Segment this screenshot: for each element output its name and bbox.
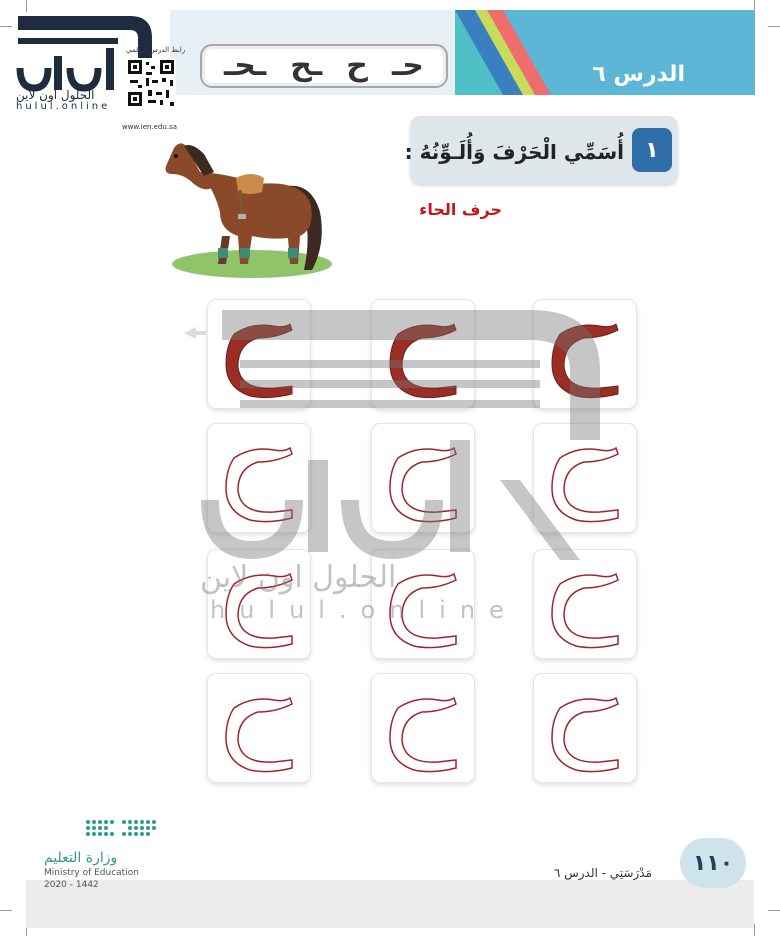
section-number: ١ — [632, 128, 672, 172]
tracing-cell[interactable] — [208, 424, 310, 532]
horse-illustration — [160, 132, 340, 282]
qr-caption: رابط الدرس الرقمي — [126, 46, 186, 54]
ministry-name-arabic: وزارة التعليم — [44, 850, 118, 866]
letter-ha-glyph — [372, 674, 474, 782]
letter-form: حـ — [392, 48, 424, 83]
letter-ha-glyph — [534, 300, 636, 408]
letter-ha-glyph — [372, 424, 474, 532]
crop-mark — [754, 924, 755, 936]
lesson-banner — [455, 10, 755, 95]
instruction-text: أُسَمِّي الْحَرْفَ وَأُلَـوِّنُهُ : — [404, 140, 624, 164]
watermark-latin: hulul.online — [210, 596, 518, 624]
tracing-cell-filled[interactable] — [372, 300, 474, 408]
letter-ha-glyph — [208, 674, 310, 782]
tracing-cell-filled[interactable] — [208, 300, 310, 408]
tracing-cell[interactable] — [534, 424, 636, 532]
tracing-cell[interactable] — [208, 674, 310, 782]
page-number: ١١٠ — [680, 838, 746, 888]
crop-mark — [0, 910, 12, 911]
letter-ha-glyph — [208, 300, 310, 408]
answer-text: حرف الحاء — [419, 200, 502, 219]
brand-latin: hulul.online — [16, 101, 111, 112]
tracing-cell[interactable] — [534, 550, 636, 658]
letter-form: ح — [346, 48, 368, 83]
crop-mark — [768, 26, 780, 27]
qr-code[interactable] — [126, 58, 176, 108]
ministry-year: 2020 - 1442 — [44, 880, 99, 890]
letter-ha-glyph — [534, 424, 636, 532]
letter-ha-glyph — [208, 424, 310, 532]
letter-forms-box — [200, 44, 448, 88]
footer-band — [26, 880, 754, 928]
tracing-cell[interactable] — [372, 424, 474, 532]
tracing-cell-filled[interactable] — [534, 300, 636, 408]
letter-form: ـح — [290, 48, 323, 83]
letter-ha-glyph — [372, 300, 474, 408]
qr-url[interactable]: www.ien.edu.sa — [122, 123, 178, 131]
watermark-arabic: الحلول اون لاين — [200, 560, 397, 595]
tracing-cell[interactable] — [534, 674, 636, 782]
pointer-arrow-icon — [184, 327, 206, 339]
letter-ha-glyph — [534, 550, 636, 658]
tracing-grid — [208, 300, 638, 780]
lesson-title: الدرس ٦ — [592, 62, 685, 87]
crop-mark — [768, 910, 780, 911]
ministry-name-english: Ministry of Education — [44, 868, 139, 878]
tracing-cell[interactable] — [372, 674, 474, 782]
letter-ha-glyph — [534, 674, 636, 782]
brand-subtitle: الحلول اون لاين — [16, 88, 95, 102]
letter-form: ـحـ — [224, 48, 267, 83]
footer-reference: مَدْرَسَتِي - الدرس ٦ — [553, 866, 652, 880]
